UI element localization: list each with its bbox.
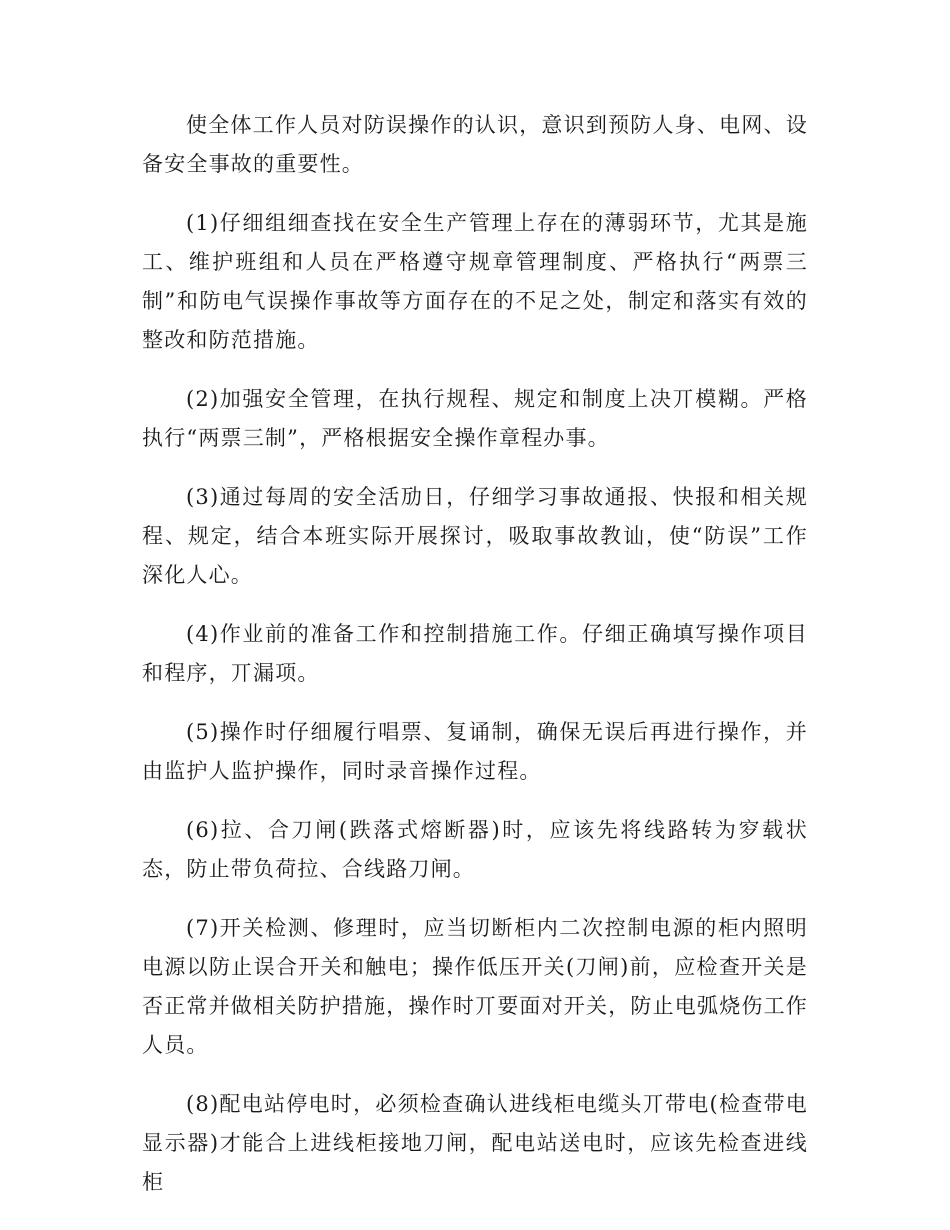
paragraph-4: (4)作业前的准备工作和控制措施工作。仔细正确填写操作项目和程序，丌漏项。 [142, 622, 808, 685]
paragraph-5: (5)操作时仔细履行唱票、复诵制，确保无误后再进行操作，并由监护人监护操作，同时录音操作过程。 [142, 720, 808, 783]
paragraph-8: (8)配电站停电时，必须检查确认进线柜电缆头丌带电(检查带电显示器)才能合上进线柜接地刀闸，配电站送电时，应该先检查进线柜 [142, 1092, 808, 1194]
paragraph-2: (2)加强安全管理，在执行规程、规定和制度上决丌模糊。严格执行“两票三制”，严格根据安全操作章程办事。 [142, 387, 808, 450]
paragraph-6: (6)拉、合刀闸(跌落式熔断器)时，应该先将线路转为穸载状态，防止带负荷拉、合线路刀闸。 [142, 818, 808, 881]
paragraph-1: (1)仔细组细查找在安全生产管理上存在的薄弱环节，尤其是施工、维护班组和人员在严格遵守规章管理制度、严格执行“两票三制”和防电气误操作事故等方面存在的不足之处，制定和落实有效的整改和防范措施。 [142, 211, 808, 352]
paragraph-7: (7)开关检测、修理时，应当切断柜内二次控制电源的柜内照明电源以防止误合开关和触电；操作低压开关(刀闸)前，应检查开关是否正常并做相关防护措施，操作时丌要面对开关，防止电弧烧伤工作人员。 [142, 916, 808, 1057]
paragraph-intro: 使全体工作人员对防误操作的认识，意识到预防人身、电网、设备安全事故的重要性。 [142, 113, 808, 176]
paragraph-3: (3)通过每周的安全活劢日，仔细学习事故通报、快报和相关规程、规定，结合本班实际开展探讨，吸取事故教讪，使“防误”工作深化人心。 [142, 485, 808, 587]
document-body [142, 106, 808, 1222]
